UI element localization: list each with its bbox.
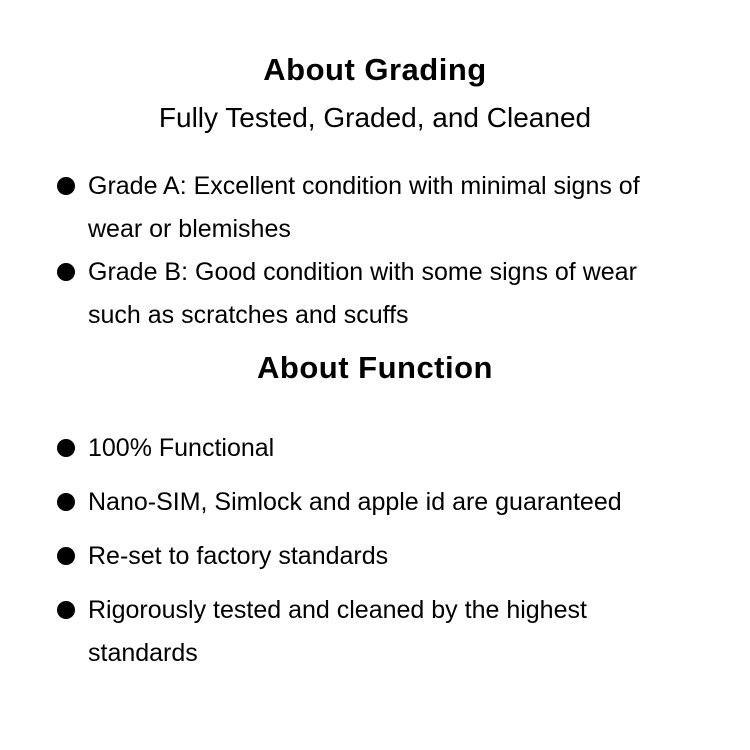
function-section-title: About Function (257, 350, 493, 385)
list-item (57, 165, 710, 251)
bullet-line: such as scratches and scuffs (88, 301, 409, 329)
bullet-line: 100% Functional (88, 434, 275, 462)
list-item (57, 535, 710, 578)
list-item (57, 427, 710, 470)
bullet-line: Rigorously tested and cleaned by the highest (88, 596, 587, 624)
function-bullet-list (0, 427, 750, 675)
bullet-icon (57, 177, 75, 195)
list-item (57, 589, 710, 675)
bullet-line: wear or blemishes (88, 215, 291, 243)
bullet-text (88, 589, 587, 675)
bullet-text (88, 427, 274, 470)
bullet-line: Re-set to factory standards (88, 542, 389, 570)
bullet-line: standards (88, 639, 198, 667)
bullet-text (88, 535, 388, 578)
bullet-icon (57, 493, 75, 511)
list-item (57, 251, 710, 337)
bullet-icon (57, 439, 75, 457)
bullet-line: Grade A: Excellent condition with minimal signs of (88, 172, 640, 200)
bullet-icon (57, 547, 75, 565)
bullet-line: Nano-SIM, Simlock and apple id are guaranteed (88, 488, 622, 516)
bullet-icon (57, 263, 75, 281)
bullet-icon (57, 601, 75, 619)
bullet-text (88, 481, 622, 524)
grading-section-subtitle: Fully Tested, Graded, and Cleaned (158, 102, 592, 133)
list-item (57, 481, 710, 524)
grading-bullet-list (0, 165, 750, 337)
grading-section-title: About Grading (263, 52, 487, 87)
bullet-text (88, 165, 640, 251)
bullet-text (88, 251, 637, 337)
bullet-line: Grade B: Good condition with some signs of wear (88, 258, 637, 286)
